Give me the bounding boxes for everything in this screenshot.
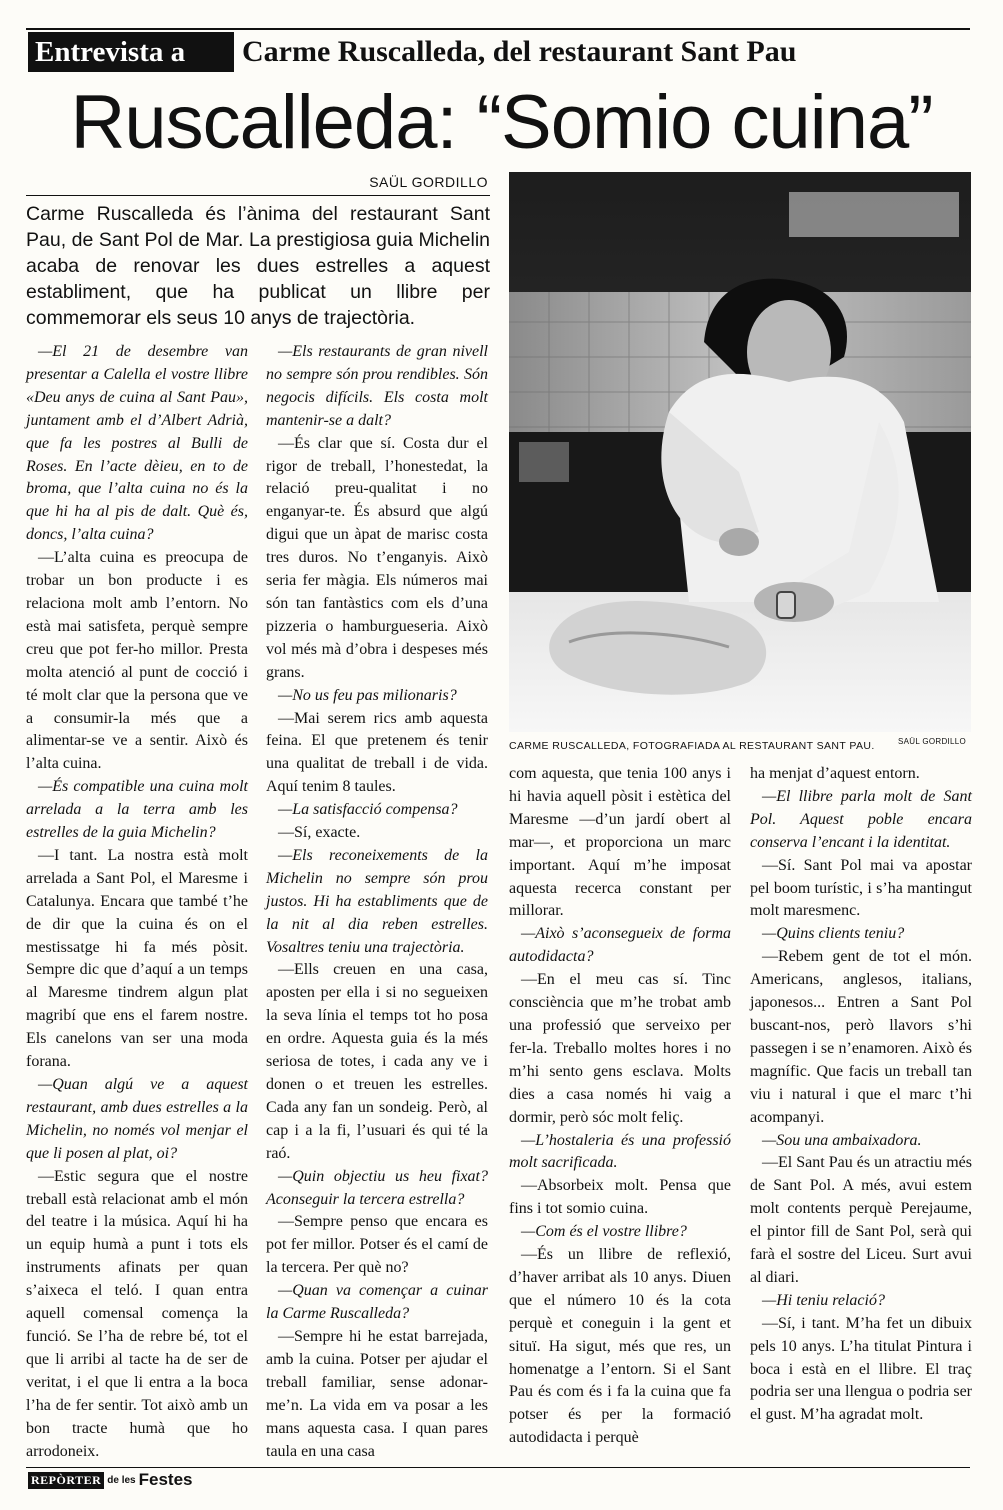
answer-paragraph: —Mai serem rics amb aquesta feina. El que pretenem és tenir una qualitat de treball i de vida. Aquí tenim 8 taules.: [266, 709, 488, 796]
answer-paragraph: —El Sant Pau és un atractiu més de Sant Pol. A més, avui estem molt contents perquè Perejaume, el pintor fill de Sant Pol, serà qui farà el sostre del Liceu. Surt avui al diari.: [750, 1154, 972, 1286]
answer-paragraph: —Sempre penso que encara es pot fer millor. Potser és el camí de la tercera. Per què no?: [266, 1213, 488, 1277]
answer-paragraph: —Estic segura que el nostre treball està relacionat amb el món del teatre i la música. Aquí hi ha un equip humà a punt i tots els instruments afinats per quan s’aixeca el teló. I quan entra aquell comensal comença la funció. Se l’ha de rebre bé, tot el que li arribi al tacte ha de ser de veritat, i el que li entra a la boca l’ha de fer sentir. Tot això amb un bon tracte humà que ho arrodoneix.: [26, 1167, 248, 1460]
photo-credit: SAÜL GORDILLO: [898, 737, 967, 746]
answer-paragraph: —Rebem gent de tot el món. Americans, anglesos, italians, japonesos... Entren a Sant Pol buscant-nos, però llavors s’hi passegen i se n’enamoren. Això és magnífic. Que facis un treball tan viu i natural i que el marc t’hi acompanyi.: [750, 948, 972, 1126]
question-paragraph: —El llibre parla molt de Sant Pol. Aquest poble encara conserva l’encant i la identitat.: [750, 787, 972, 851]
bottom-rule: [26, 1467, 970, 1468]
kicker-label: Entrevista a: [28, 32, 234, 72]
byline: SAÜL GORDILLO: [369, 174, 488, 190]
answer-paragraph: —Sempre hi he estat barrejada, amb la cuina. Potser per ajudar el treball familiar, sense adonar-me’n. La vida em va posar a les mans aquesta casa. I quan pares taula en una casa: [266, 1327, 488, 1460]
answer-paragraph: —És clar que sí. Costa dur el rigor de treball, l’honestedat, la relació preu-qualitat i no enganyar-te. És absurd que algú digui que un àpat de marisc costa tres duros. No t’enganyis. Això seria fer màgia. Els números mai són tan fantàstics com els d’una pizzeria o hamburgueseria. Això vol més mà d’obra i despeses més grans.: [266, 434, 488, 681]
question-paragraph: —Quins clients teniu?: [762, 925, 905, 943]
answer-paragraph: —Sí, i tant. M’ha fet un dibuix pels 10 anys. L’ha titulat Pintura i boca i està en el llibre. El traç podria ser una llengua o podria ser el gust. M’ha agradat molt.: [750, 1314, 972, 1424]
answer-paragraph: —L’alta cuina es preocupa de trobar un bon producte i es relaciona molt amb l’entorn. No està mai satisfeta, perquè sempre creu que pot fer-ho millor. Presta molta atenció al punt de cocció i té molt clar que la persona que ve a consumir-la més que a alimentar-se ve a sentir. Això és l’alta cuina.: [26, 549, 248, 773]
column-3: [509, 763, 731, 1450]
column-2: [266, 341, 488, 1463]
kicker-subject: Carme Ruscalleda, del restaurant Sant Pau: [242, 35, 797, 68]
footer-logo-de: de les: [107, 1474, 136, 1486]
question-paragraph: —L’hostaleria és una professió molt sacrificada.: [509, 1131, 731, 1172]
question-paragraph: —Quin objectiu us heu fixat? Aconseguir la tercera estrella?: [266, 1167, 488, 1208]
photo-illustration: [509, 172, 971, 732]
question-paragraph: —Sou una ambaixadora.: [762, 1131, 922, 1149]
answer-paragraph: com aquesta, que tenia 100 anys i hi havia aquell pòsit i estètica del Maresme —d’un jardí obert al mar—, et proporciona un marc important. Aquí m’he imposat aquesta recerca constant per millorar.: [509, 765, 731, 920]
question-paragraph: —És compatible una cuina molt arrelada a la terra amb les estrelles de la guia Michelin?: [26, 778, 248, 842]
question-paragraph: —Quan algú ve a aquest restaurant, amb dues estrelles a la Michelin, no només vol menjar el que li posen al plat, oi?: [26, 1076, 248, 1162]
question-paragraph: —Això s’aconsegueix de forma autodidacta?: [509, 925, 731, 966]
photo-caption: CARME RUSCALLEDA, FOTOGRAFIADA AL RESTAURANT SANT PAU.: [509, 740, 875, 752]
column-1: [26, 341, 248, 1463]
answer-paragraph: ha menjat d’aquest entorn.: [750, 765, 920, 782]
top-rule: [26, 28, 970, 30]
column-4: [750, 763, 972, 1427]
lede-paragraph: Carme Ruscalleda és l’ànima del restaurant Sant Pau, de Sant Pol de Mar. La prestigiosa guia Michelin acaba de renovar les dues estrelles a aquest establiment, que ha publicat un llibre per commemorar els seus 10 anys de trajectòria.: [26, 203, 490, 329]
answer-paragraph: —En el meu cas sí. Tinc consciència que m’he trobat amb una professió que serveixo per fer-la. Treballo moltes hores i no m’hi sento gens esclava. Molts dies a casa només hi vaig a dormir, però sóc molt feliç.: [509, 971, 731, 1126]
footer-logo: [28, 1471, 193, 1489]
byline-rule: [26, 195, 490, 196]
question-paragraph: —El 21 de desembre van presentar a Calella el vostre llibre «Deu anys de cuina al Sant Pau», juntament amb el d’Albert Adrià, que fa les postres al Bulli de Roses. En l’acte dèieu, en to de broma, que l’alta cuina no és la que hi ha al pis de dalt. Què és, doncs, l’alta cuina?: [26, 343, 248, 544]
headline: Ruscalleda: “Somio cuina”: [70, 80, 933, 165]
answer-paragraph: —Sí, exacte.: [278, 824, 361, 842]
question-paragraph: —Els reconeixements de la Michelin no sempre són prou justos. Hi ha establiments que de la nit al dia reben estrelles. Vosaltres teniu una trajectòria.: [266, 846, 488, 956]
footer-logo-reporter: REPÒRTER: [28, 1472, 104, 1489]
footer-logo-festes: Festes: [138, 1470, 193, 1489]
question-paragraph: —Hi teniu relació?: [762, 1291, 885, 1309]
answer-paragraph: —Sí. Sant Pol mai va apostar pel boom turístic, i s’ha mantingut molt maresmenc.: [750, 856, 972, 920]
question-paragraph: —Quan va començar a cuinar la Carme Ruscalleda?: [266, 1282, 488, 1323]
question-paragraph: —Com és el vostre llibre?: [521, 1223, 687, 1241]
question-paragraph: —Els restaurants de gran nivell no sempre són prou rendibles. Són negocis difícils. Els costa molt mantenir-se a dalt?: [266, 343, 488, 429]
answer-paragraph: —Ells creuen en una casa, aposten per ella i si no segueixen la seva línia el temps tot ho posa en ordre. Aquesta guia és la més seriosa de totes, i cada any ve i donen o et treuen les estrelles. Cada any fan un sondeig. Però, al cap i a la fi, l’usuari és qui té la raó.: [266, 961, 488, 1162]
question-paragraph: —No us feu pas milionaris?: [278, 686, 457, 704]
answer-paragraph: —Absorbeix molt. Pensa que fins i tot somio cuina.: [509, 1177, 731, 1218]
photo-chef: [509, 172, 971, 732]
answer-paragraph: —És un llibre de reflexió, d’haver arribat als 10 anys. Diuen que el número 10 és la cota perquè et coneguin i la gent et situï. Ha sigut, més que res, un homenatge a l’entorn. Si el Sant Pau és com és i fa la cuina que fa potser és per la formació autodidacta i perquè: [509, 1246, 731, 1447]
question-paragraph: —La satisfacció compensa?: [278, 801, 458, 819]
answer-paragraph: —I tant. La nostra està molt arrelada a Sant Pol, el Maresme i Catalunya. Encara que també t’he de dir que la cuina és on el mestissatge hi fa més pòsit. Sempre dic que d’aquí a un temps al Maresme tindrem algun plat magribí que ens el farem nostre. Els canelons van ser una moda forana.: [26, 846, 248, 1071]
